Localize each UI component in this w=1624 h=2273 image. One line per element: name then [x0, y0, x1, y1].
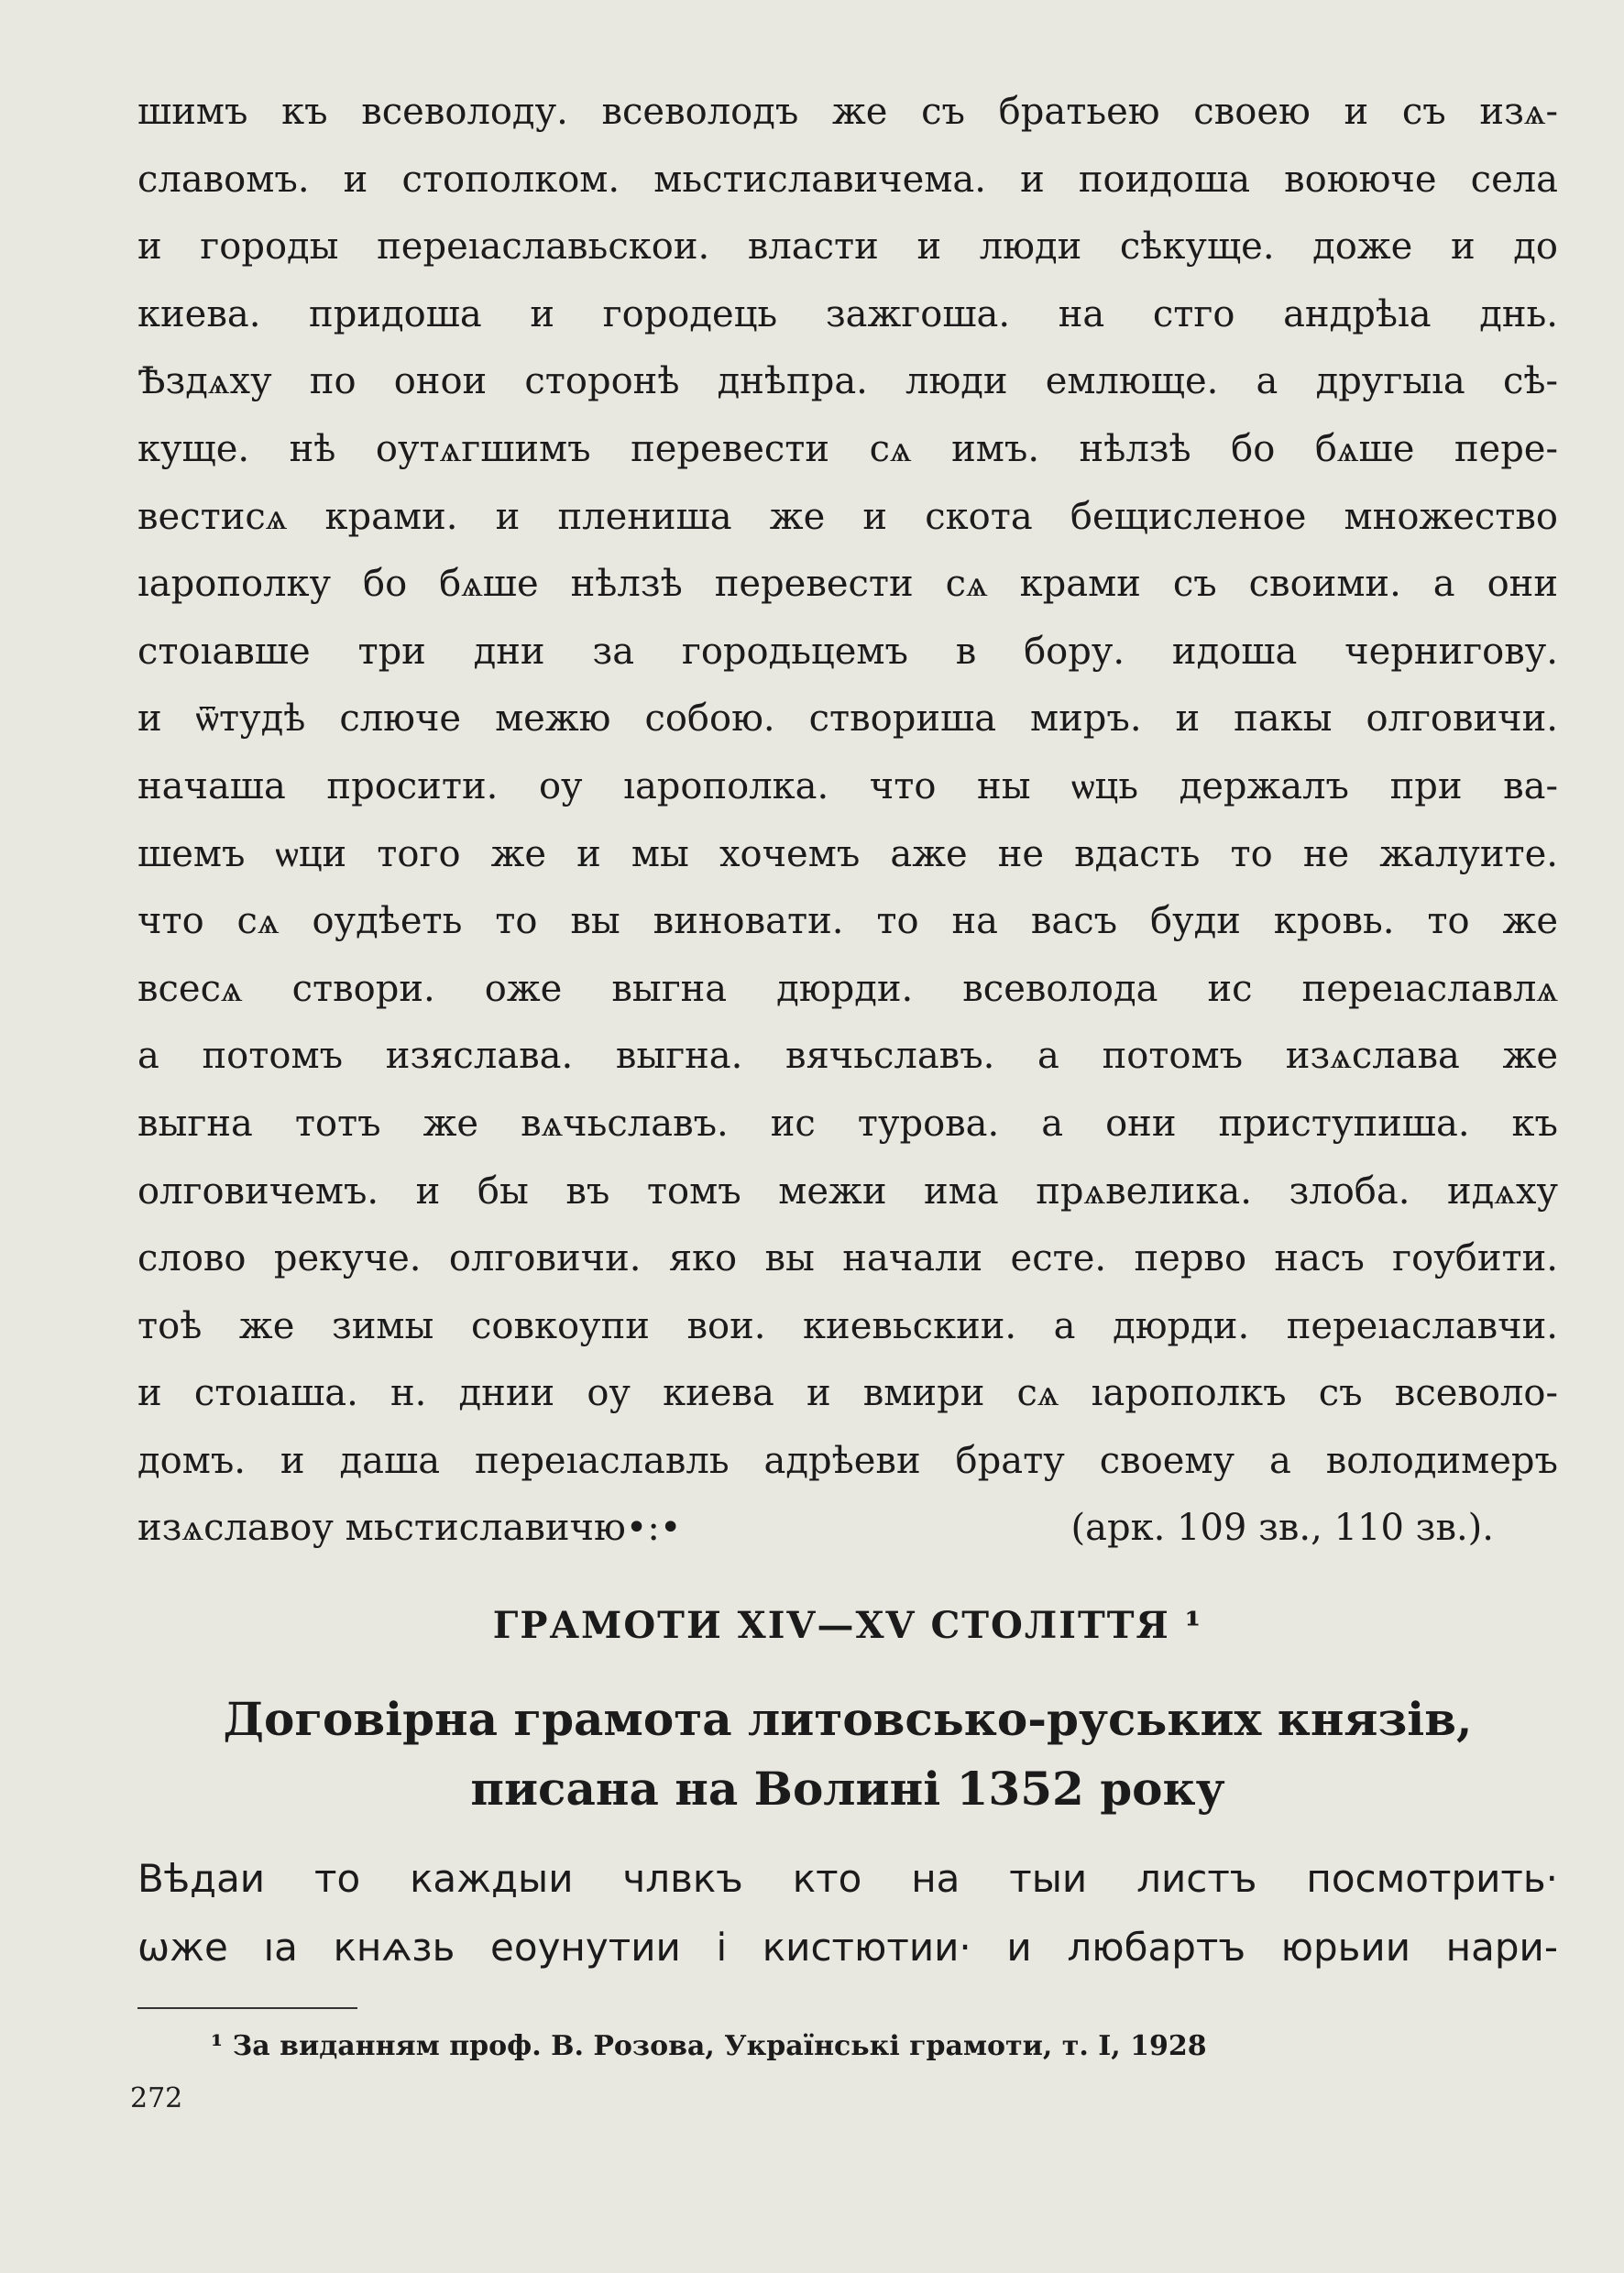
- footnote-divider: [137, 2007, 357, 2009]
- charter-line: ѡже ıа кнѧзь еоунутии і кистютии· и любартъ юрьии нари-: [137, 1925, 1558, 1970]
- text-line: куще. нѣ оутѧгшимъ перевести сѧ имъ. нѣлзѣ бо бѧше пере-: [137, 427, 1558, 470]
- text-line: Ѣздѧху по онои сторонѣ днѣпра. люди емлюще. а другыıа сѣ-: [137, 360, 1558, 403]
- archive-reference: (арк. 109 зв., 110 зв.).: [1070, 1507, 1494, 1550]
- text-line-end: изѧславоу мьстиславичю•:•: [137, 1507, 682, 1550]
- text-line: киева. придоша и городець зажгоша. на стго андрѣıа днь.: [137, 292, 1558, 335]
- text-line: ıарополку бо бѧше нѣлзѣ перевести сѧ крами съ своими. а они: [137, 563, 1558, 606]
- page-number: 272: [130, 2082, 183, 2114]
- footnote: ¹ За виданням проф. В. Розова, Українські грамоти, т. І, 1928: [211, 2030, 1207, 2062]
- charter-line: Вѣдаи то каждыи члвкъ кто на тыи листъ посмотрить·: [137, 1856, 1558, 1901]
- text-line: тоѣ же зимы совкоупи вои. киевьскии. а дюрди. переıаславчи.: [137, 1304, 1558, 1347]
- text-line: олговичемъ. и бы въ томъ межи има прѧвелика. злоба. идѧху: [137, 1169, 1558, 1213]
- text-line: слово рекуче. олговичи. яко вы начали есте. перво насъ гоубити.: [137, 1237, 1558, 1280]
- text-line: выгна тотъ же вѧчьславъ. ис турова. а они приступиша. къ: [137, 1102, 1558, 1145]
- charter-text: [137, 1844, 1558, 1982]
- text-line: и стоıаша. н. днии оу киева и вмири сѧ ıарополкъ съ всеволо-: [137, 1372, 1558, 1415]
- text-line: и ѿтудѣ слюче межю собою. створиша миръ. и пакы олговичи.: [137, 697, 1558, 741]
- text-line: шемъ ѡци того же и мы хочемъ аже не вдасть то не жалуите.: [137, 832, 1558, 875]
- document-title: [137, 1685, 1558, 1824]
- section-heading: ГРАМОТИ XIV—XV СТОЛІТТЯ ¹: [492, 1604, 1203, 1647]
- text-line: шимъ къ всеволоду. всеволодъ же съ братьею своею и съ изѧ-: [137, 91, 1558, 133]
- text-line-last: [137, 1495, 1558, 1563]
- text-line: вестисѧ крами. и плениша же и скота бещисленое множество: [137, 495, 1558, 538]
- text-line: стоıавше три дни за городьцемъ в бору. идоша чернигову.: [137, 630, 1558, 673]
- document-title-line: писана на Волині 1352 року: [470, 1762, 1225, 1816]
- chronicle-text: [137, 79, 1558, 1563]
- document-title-line: Договірна грамота литовсько-руських князів,: [223, 1692, 1473, 1746]
- text-line: что сѧ оудѣеть то вы виновати. то на васъ буди кровь. то же: [137, 900, 1558, 943]
- text-line: а потомъ изяслава. выгна. вячьславъ. а потомъ изѧслава же: [137, 1035, 1558, 1078]
- text-line: домъ. и даша переıаславль адрѣеви брату своему а володимеръ: [137, 1439, 1558, 1482]
- text-line: всесѧ створи. оже выгна дюрди. всеволода ис переıаславлѧ: [137, 967, 1558, 1010]
- text-line: славомъ. и стополком. мьстиславичема. и поидоша воююче села: [137, 158, 1558, 201]
- text-line: начаша просити. оу ıарополка. что ны ѡць держалъ при ва-: [137, 764, 1558, 807]
- text-line: и городы переıаславьскои. власти и люди сѣкуще. доже и до: [137, 225, 1558, 269]
